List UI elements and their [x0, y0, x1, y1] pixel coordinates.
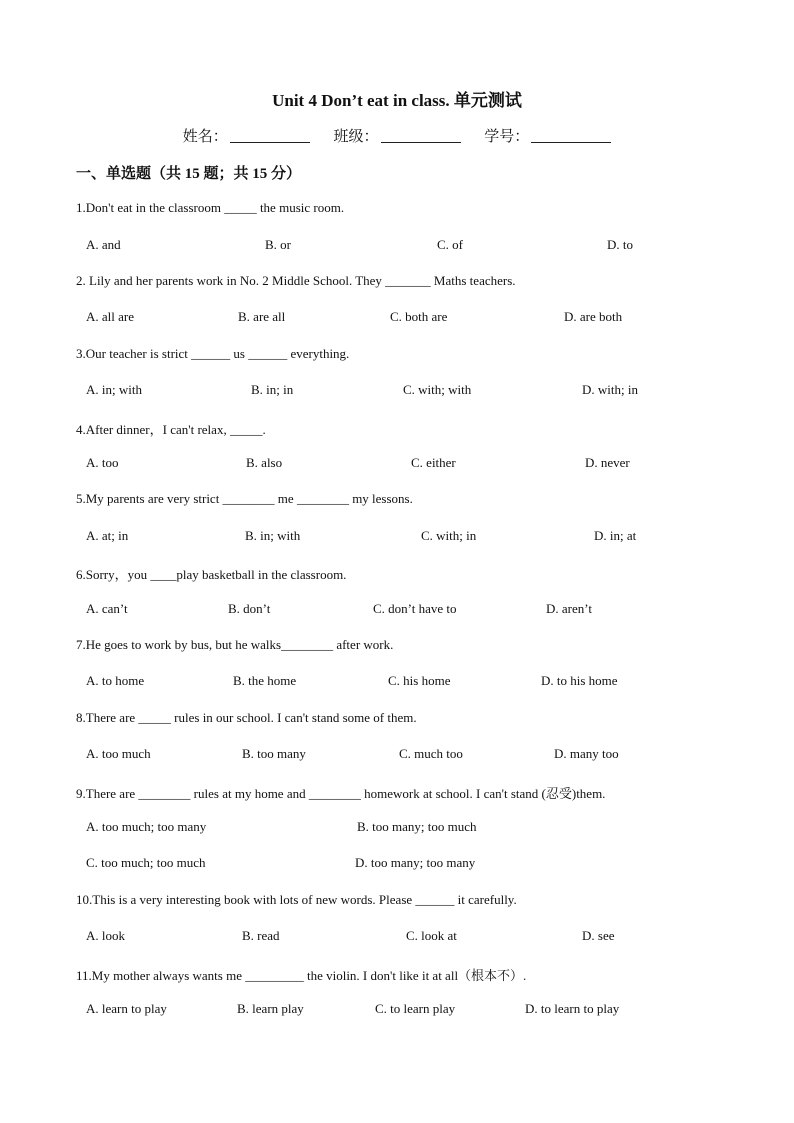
option-d: D. never: [585, 455, 630, 470]
option-c: C. both are: [390, 309, 448, 324]
id-field: [484, 129, 611, 145]
option-c: C. his home: [388, 673, 451, 688]
option-d: D. see: [582, 928, 615, 943]
option-b: B. don’t: [228, 601, 271, 616]
class-label: 班级：: [333, 129, 379, 145]
class-blank: [381, 127, 461, 143]
option-c: C. too much; too much: [86, 855, 206, 870]
question-options: [0, 455, 794, 473]
option-b: B. the home: [233, 673, 297, 688]
option-a: A. and: [86, 237, 121, 252]
option-d: D. many too: [554, 746, 619, 761]
option-d: D. to learn to play: [525, 1001, 620, 1016]
id-blank: [531, 127, 611, 143]
name-label: 姓名：: [182, 129, 228, 145]
class-field: [333, 129, 464, 145]
option-a: A. in; with: [86, 382, 142, 397]
question-options: [0, 601, 794, 619]
question-text: 2. Lily and her parents work in No. 2 Middle School. They _______ Maths teachers.: [76, 273, 516, 288]
question-text: 5.My parents are very strict ________ me ________ my lessons.: [76, 491, 413, 506]
option-c: C. of: [437, 237, 463, 252]
option-b: B. in; with: [245, 528, 301, 543]
question-options: [0, 382, 794, 400]
option-b: B. learn play: [237, 1001, 304, 1016]
option-c: C. to learn play: [375, 1001, 456, 1016]
option-b: B. too many: [242, 746, 306, 761]
option-a: A. too much; too many: [86, 819, 207, 834]
question-options: [0, 746, 794, 764]
question-options: [0, 237, 794, 255]
question-options: [0, 855, 794, 873]
question-options: [0, 819, 794, 837]
question-options: [0, 673, 794, 691]
option-d: D. in; at: [594, 528, 637, 543]
student-info-row: [0, 125, 794, 146]
option-b: B. in; in: [251, 382, 294, 397]
option-d: D. are both: [564, 309, 623, 324]
id-label: 学号：: [484, 129, 530, 145]
option-c: C. with; in: [421, 528, 477, 543]
option-d: D. too many; too many: [355, 855, 476, 870]
name-field: [183, 129, 314, 145]
question-text: 7.He goes to work by bus, but he walks________ after work.: [76, 637, 394, 652]
option-b: B. also: [246, 455, 283, 470]
option-d: D. aren’t: [546, 601, 592, 616]
option-b: B. too many; too much: [357, 819, 477, 834]
name-blank: [230, 127, 310, 143]
question-text: 4.After dinner，I can't relax, _____.: [76, 422, 266, 437]
option-a: A. too: [86, 455, 119, 470]
question-options: [0, 309, 794, 327]
option-a: A. to home: [86, 673, 145, 688]
question-text: 9.There are ________ rules at my home and ________ homework at school. I can't stand (忍受)them.: [76, 786, 606, 801]
section-heading: 一、单选题（共 15 题；共 15 分）: [76, 166, 302, 182]
question-text: 11.My mother always wants me _________ the violin. I don't like it at all（根本不）.: [76, 968, 527, 983]
option-c: C. much too: [399, 746, 463, 761]
question-options: [0, 1001, 794, 1019]
question-text: 1.Don't eat in the classroom _____ the music room.: [76, 200, 345, 215]
option-a: A. at; in: [86, 528, 129, 543]
option-c: C. with; with: [403, 382, 472, 397]
option-b: B. are all: [238, 309, 286, 324]
option-a: A. can’t: [86, 601, 128, 616]
question-text: 8.There are _____ rules in our school. I can't stand some of them.: [76, 710, 417, 725]
page-title: Unit 4 Don’t eat in class. 单元测试: [272, 91, 522, 110]
option-b: B. or: [265, 237, 291, 252]
option-a: A. too much: [86, 746, 151, 761]
option-a: A. all are: [86, 309, 135, 324]
question-options: [0, 528, 794, 546]
question-text: 6.Sorry，you ____play basketball in the classroom.: [76, 567, 347, 582]
option-c: C. either: [411, 455, 456, 470]
option-d: D. with; in: [582, 382, 638, 397]
option-d: D. to: [607, 237, 633, 252]
question-options: [0, 928, 794, 946]
question-text: 3.Our teacher is strict ______ us ______ everything.: [76, 346, 350, 361]
option-a: A. look: [86, 928, 125, 943]
option-c: C. don’t have to: [373, 601, 457, 616]
question-text: 10.This is a very interesting book with lots of new words. Please ______ it carefully.: [76, 892, 517, 907]
option-d: D. to his home: [541, 673, 618, 688]
option-a: A. learn to play: [86, 1001, 167, 1016]
option-b: B. read: [242, 928, 280, 943]
option-c: C. look at: [406, 928, 457, 943]
